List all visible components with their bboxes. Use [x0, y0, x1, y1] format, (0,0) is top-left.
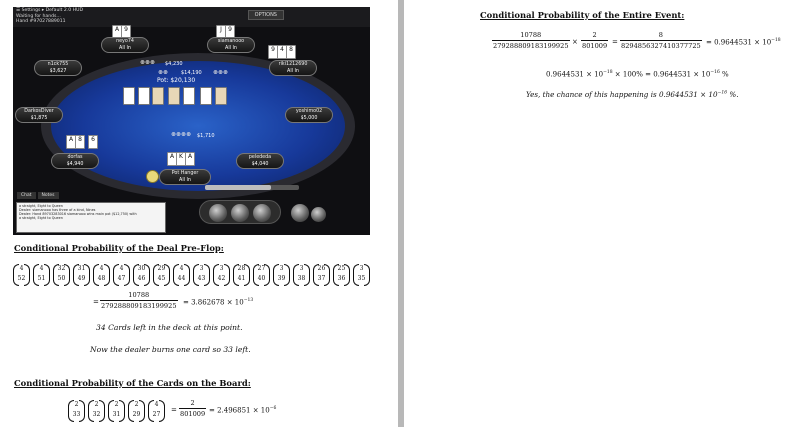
binomial-top: 2: [114, 401, 119, 408]
binomial-coefficient: [53, 264, 70, 286]
conclusion-line: [526, 90, 738, 99]
entire-fraction-2: [581, 30, 608, 51]
percent-part-b: × 100% = 0.9644531 × 10: [612, 70, 711, 79]
times-sign: ×: [572, 38, 578, 46]
chip-amount: $1,710: [197, 133, 215, 139]
binomial-bottom: 42: [217, 275, 226, 282]
player-seat[interactable]: [101, 37, 149, 53]
binomial-top: 25: [337, 265, 346, 272]
fraction-denominator: 8294856327410377725: [621, 42, 701, 50]
binomial-bottom: 47: [117, 275, 126, 282]
binomial-coefficient: [73, 264, 90, 286]
pot-label: Pot: $20,130: [157, 77, 196, 84]
board-card: [168, 87, 180, 105]
player-stack: $5,000: [300, 116, 318, 121]
fraction-denominator: 801009: [582, 42, 608, 50]
status-text: Waiting for hands...: [16, 13, 61, 19]
binomial-coefficient: [153, 264, 170, 286]
player-name: Pot Hanger: [171, 171, 199, 176]
chip-icons: ⊛⊛⊛: [213, 69, 229, 76]
chat-line: Dealer: Hand 89703283016 siamanooo wins main pot ($12,750) with: [19, 212, 137, 217]
binomial-top: 4: [39, 265, 44, 272]
bet-slider-fill: [205, 185, 271, 190]
player-name: riki1212690: [278, 62, 308, 67]
player-stack: All In: [225, 46, 237, 51]
binomial-bottom: 46: [137, 275, 146, 282]
left-page: [0, 0, 398, 427]
board-card: [215, 87, 227, 105]
poker-top-bar: [13, 7, 370, 27]
player-name: siamanooo: [217, 39, 245, 44]
equals-sign: =: [93, 298, 99, 306]
binomial-top: 4: [154, 401, 159, 408]
hand-number: Hand #97027889011: [16, 19, 66, 24]
binomial-coefficient: [333, 264, 350, 286]
fold-button[interactable]: [209, 204, 227, 222]
equals-sign: =: [171, 406, 177, 414]
binomial-top: 2: [134, 401, 139, 408]
binomial-coefficient: [88, 400, 105, 422]
binomial-top: 30: [137, 265, 146, 272]
player-name: dorfas: [67, 155, 83, 160]
conclusion-exp: −16: [717, 90, 728, 96]
deal-heading: Conditional Probability of the Deal Pre-Flop:: [14, 243, 224, 253]
binomial-top: 4: [179, 265, 184, 272]
binomial-top: 26: [317, 265, 326, 272]
binomial-top: 27: [257, 265, 266, 272]
binomial-bottom: 31: [112, 411, 121, 418]
tab-chat[interactable]: Chat: [17, 192, 36, 199]
hole-card: 9: [121, 25, 131, 39]
avatar: [146, 170, 159, 183]
player-seat[interactable]: [236, 153, 284, 169]
board-approx-text: = 2.496851 × 10: [209, 406, 270, 415]
raise-button[interactable]: [253, 204, 271, 222]
board-card: [138, 87, 150, 105]
board-result-fraction: [179, 398, 206, 419]
board-result-approx: [209, 406, 276, 414]
binomial-coefficient: [133, 264, 150, 286]
menu-button[interactable]: [311, 207, 326, 222]
deal-result-approx: [183, 298, 253, 306]
binomial-coefficient: [108, 400, 125, 422]
player-stack: $4,040: [251, 162, 269, 167]
board-card: [123, 87, 135, 105]
hole-card: A: [185, 152, 195, 166]
chat-line: Dealer: siamanooo has three of a kind, Nines: [19, 208, 96, 213]
chat-log[interactable]: [16, 202, 166, 233]
hole-card: 8: [75, 135, 85, 149]
chip-amount: $4,230: [165, 61, 183, 67]
binomial-coefficient: [33, 264, 50, 286]
chat-line: a straight, Eight to Queen: [19, 216, 63, 221]
binomial-top: 3: [219, 265, 224, 272]
binomial-bottom: 32: [92, 411, 101, 418]
hole-card: 8: [286, 45, 296, 59]
binomial-top: 28: [237, 265, 246, 272]
call-button[interactable]: [231, 204, 249, 222]
percent-exp-b: −16: [710, 70, 720, 75]
binomial-bottom: 49: [77, 275, 86, 282]
player-seat[interactable]: [207, 37, 255, 53]
chat-line: a straight, Eight to Queen: [19, 204, 63, 208]
player-seat[interactable]: [51, 153, 99, 169]
chip-amount: $14,190: [181, 70, 202, 76]
binomial-bottom: 45: [157, 275, 166, 282]
hole-card: 9: [268, 45, 278, 59]
player-name: DarkosDiver: [24, 109, 54, 114]
binomial-top: 3: [199, 265, 204, 272]
binomial-bottom: 41: [237, 275, 246, 282]
board-card: [152, 87, 164, 105]
entire-heading: Conditional Probability of the Entire Event:: [480, 10, 685, 20]
player-stack: $3,627: [49, 69, 67, 74]
binomial-top: 4: [119, 265, 124, 272]
fraction-numerator: 8: [620, 30, 702, 41]
binomial-coefficient: [173, 264, 190, 286]
hole-card: A: [66, 135, 76, 149]
board-approx-exp: −6: [269, 406, 277, 411]
binomial-coefficient: [313, 264, 330, 286]
binomial-coefficient: [293, 264, 310, 286]
chip-icons: ⊛⊛⊛⊛: [171, 131, 192, 138]
player-seat[interactable]: [15, 107, 63, 123]
player-name: pelededa: [248, 155, 272, 160]
player-stack: All In: [179, 178, 191, 183]
entire-fraction-1: [492, 30, 570, 51]
binomial-top: 2: [94, 401, 99, 408]
hole-card: A: [167, 152, 177, 166]
hole-card: K: [176, 152, 186, 166]
hole-card: J: [216, 25, 226, 39]
binomial-bottom: 51: [37, 275, 46, 282]
entire-result-text: = 0.9644531 × 10: [706, 38, 772, 47]
binomial-bottom: 40: [257, 275, 266, 282]
hole-card: A: [112, 25, 122, 39]
conclusion-end: %.: [727, 90, 739, 99]
fraction-numerator: 2: [179, 398, 206, 409]
player-seat[interactable]: [269, 60, 317, 76]
player-seat[interactable]: [34, 60, 82, 76]
board-card: [200, 87, 212, 105]
binomial-coefficient: [193, 264, 210, 286]
percent-part-a: 0.9644531 × 10: [546, 70, 604, 79]
entire-result-exp: −18: [771, 38, 781, 43]
binomial-coefficient: [68, 400, 85, 422]
player-seat[interactable]: [285, 107, 333, 123]
fraction-denominator: 279288809183199925: [493, 42, 569, 50]
deal-approx-text: = 3.862678 × 10: [183, 298, 244, 307]
percent-line: [546, 70, 729, 78]
settings-button[interactable]: [291, 204, 309, 222]
binomial-bottom: 29: [132, 411, 141, 418]
entire-fraction-3: [620, 30, 702, 51]
entire-result: [706, 38, 781, 46]
player-seat-hero[interactable]: [159, 169, 211, 185]
player-name: n1ck755: [47, 62, 69, 67]
board-card: [183, 87, 195, 105]
deal-approx-exp: −13: [243, 298, 254, 303]
binomial-bottom: 39: [277, 275, 286, 282]
binomial-coefficient: [213, 264, 230, 286]
binomial-coefficient: [13, 264, 30, 286]
binomial-coefficient: [273, 264, 290, 286]
fraction-denominator: 801009: [180, 410, 206, 418]
binomial-coefficient: [353, 264, 370, 286]
binomial-top: 29: [157, 265, 166, 272]
equals-sign: =: [612, 38, 618, 46]
chat-tabs: [17, 192, 61, 199]
chip-icons: ⊛⊛⊛: [140, 59, 156, 66]
options-button[interactable]: OPTIONS: [248, 10, 284, 20]
binomial-bottom: 48: [97, 275, 106, 282]
binomial-bottom: 50: [57, 275, 66, 282]
binomial-coefficient: [148, 400, 165, 422]
player-stack: $1,875: [30, 116, 48, 121]
conclusion-text: Yes, the chance of this happening is 0.9644531 × 10: [526, 90, 718, 99]
binomial-top: 3: [279, 265, 284, 272]
deal-result-fraction: [100, 290, 178, 311]
binomial-bottom: 43: [197, 275, 206, 282]
fraction-denominator: 279288809183199925: [101, 302, 177, 310]
player-stack: All In: [119, 46, 131, 51]
right-page: [404, 0, 800, 427]
binomial-top: 2: [74, 401, 79, 408]
binomial-bottom: 27: [152, 411, 161, 418]
binomial-bottom: 52: [17, 275, 26, 282]
bet-slider[interactable]: [205, 185, 299, 190]
percent-part-c: %: [719, 70, 729, 79]
binomial-coefficient: [93, 264, 110, 286]
deck-note-1: 34 Cards left in the deck at this point.: [96, 323, 243, 332]
player-stack: All In: [287, 69, 299, 74]
percent-exp-a: −18: [603, 70, 613, 75]
player-stack: $4,940: [66, 162, 84, 167]
hole-card: 9: [225, 25, 235, 39]
binomial-bottom: 33: [72, 411, 81, 418]
tab-notes[interactable]: Notes: [38, 192, 59, 199]
binomial-coefficient: [253, 264, 270, 286]
binomial-coefficient: [233, 264, 250, 286]
binomial-bottom: 37: [317, 275, 326, 282]
fraction-numerator: 2: [581, 30, 608, 41]
fraction-numerator: 10788: [100, 290, 178, 301]
binomial-top: 32: [57, 265, 66, 272]
fraction-numerator: 10788: [492, 30, 570, 41]
binomial-top: 3: [359, 265, 364, 272]
binomial-top: 31: [77, 265, 86, 272]
binomial-top: 4: [19, 265, 24, 272]
binomial-bottom: 44: [177, 275, 186, 282]
binomial-top: 3: [299, 265, 304, 272]
poker-screenshot: [13, 7, 370, 235]
hole-card: 6: [88, 135, 98, 149]
hole-card: 4: [277, 45, 287, 59]
binomial-coefficient: [113, 264, 130, 286]
binomial-bottom: 35: [357, 275, 366, 282]
board-heading: Conditional Probability of the Cards on the Board:: [14, 378, 251, 388]
binomial-bottom: 38: [297, 275, 306, 282]
settings-menu[interactable]: ☰ Settings ▸ Default 2.0 HUD: [16, 8, 84, 13]
binomial-top: 4: [99, 265, 104, 272]
binomial-bottom: 36: [337, 275, 346, 282]
chip-icons: ⊛⊛: [158, 69, 169, 76]
player-name: yoshimo02: [295, 109, 323, 114]
player-name: neyo74: [116, 39, 134, 44]
binomial-coefficient: [128, 400, 145, 422]
deck-note-2: Now the dealer burns one card so 33 left.: [90, 345, 251, 354]
